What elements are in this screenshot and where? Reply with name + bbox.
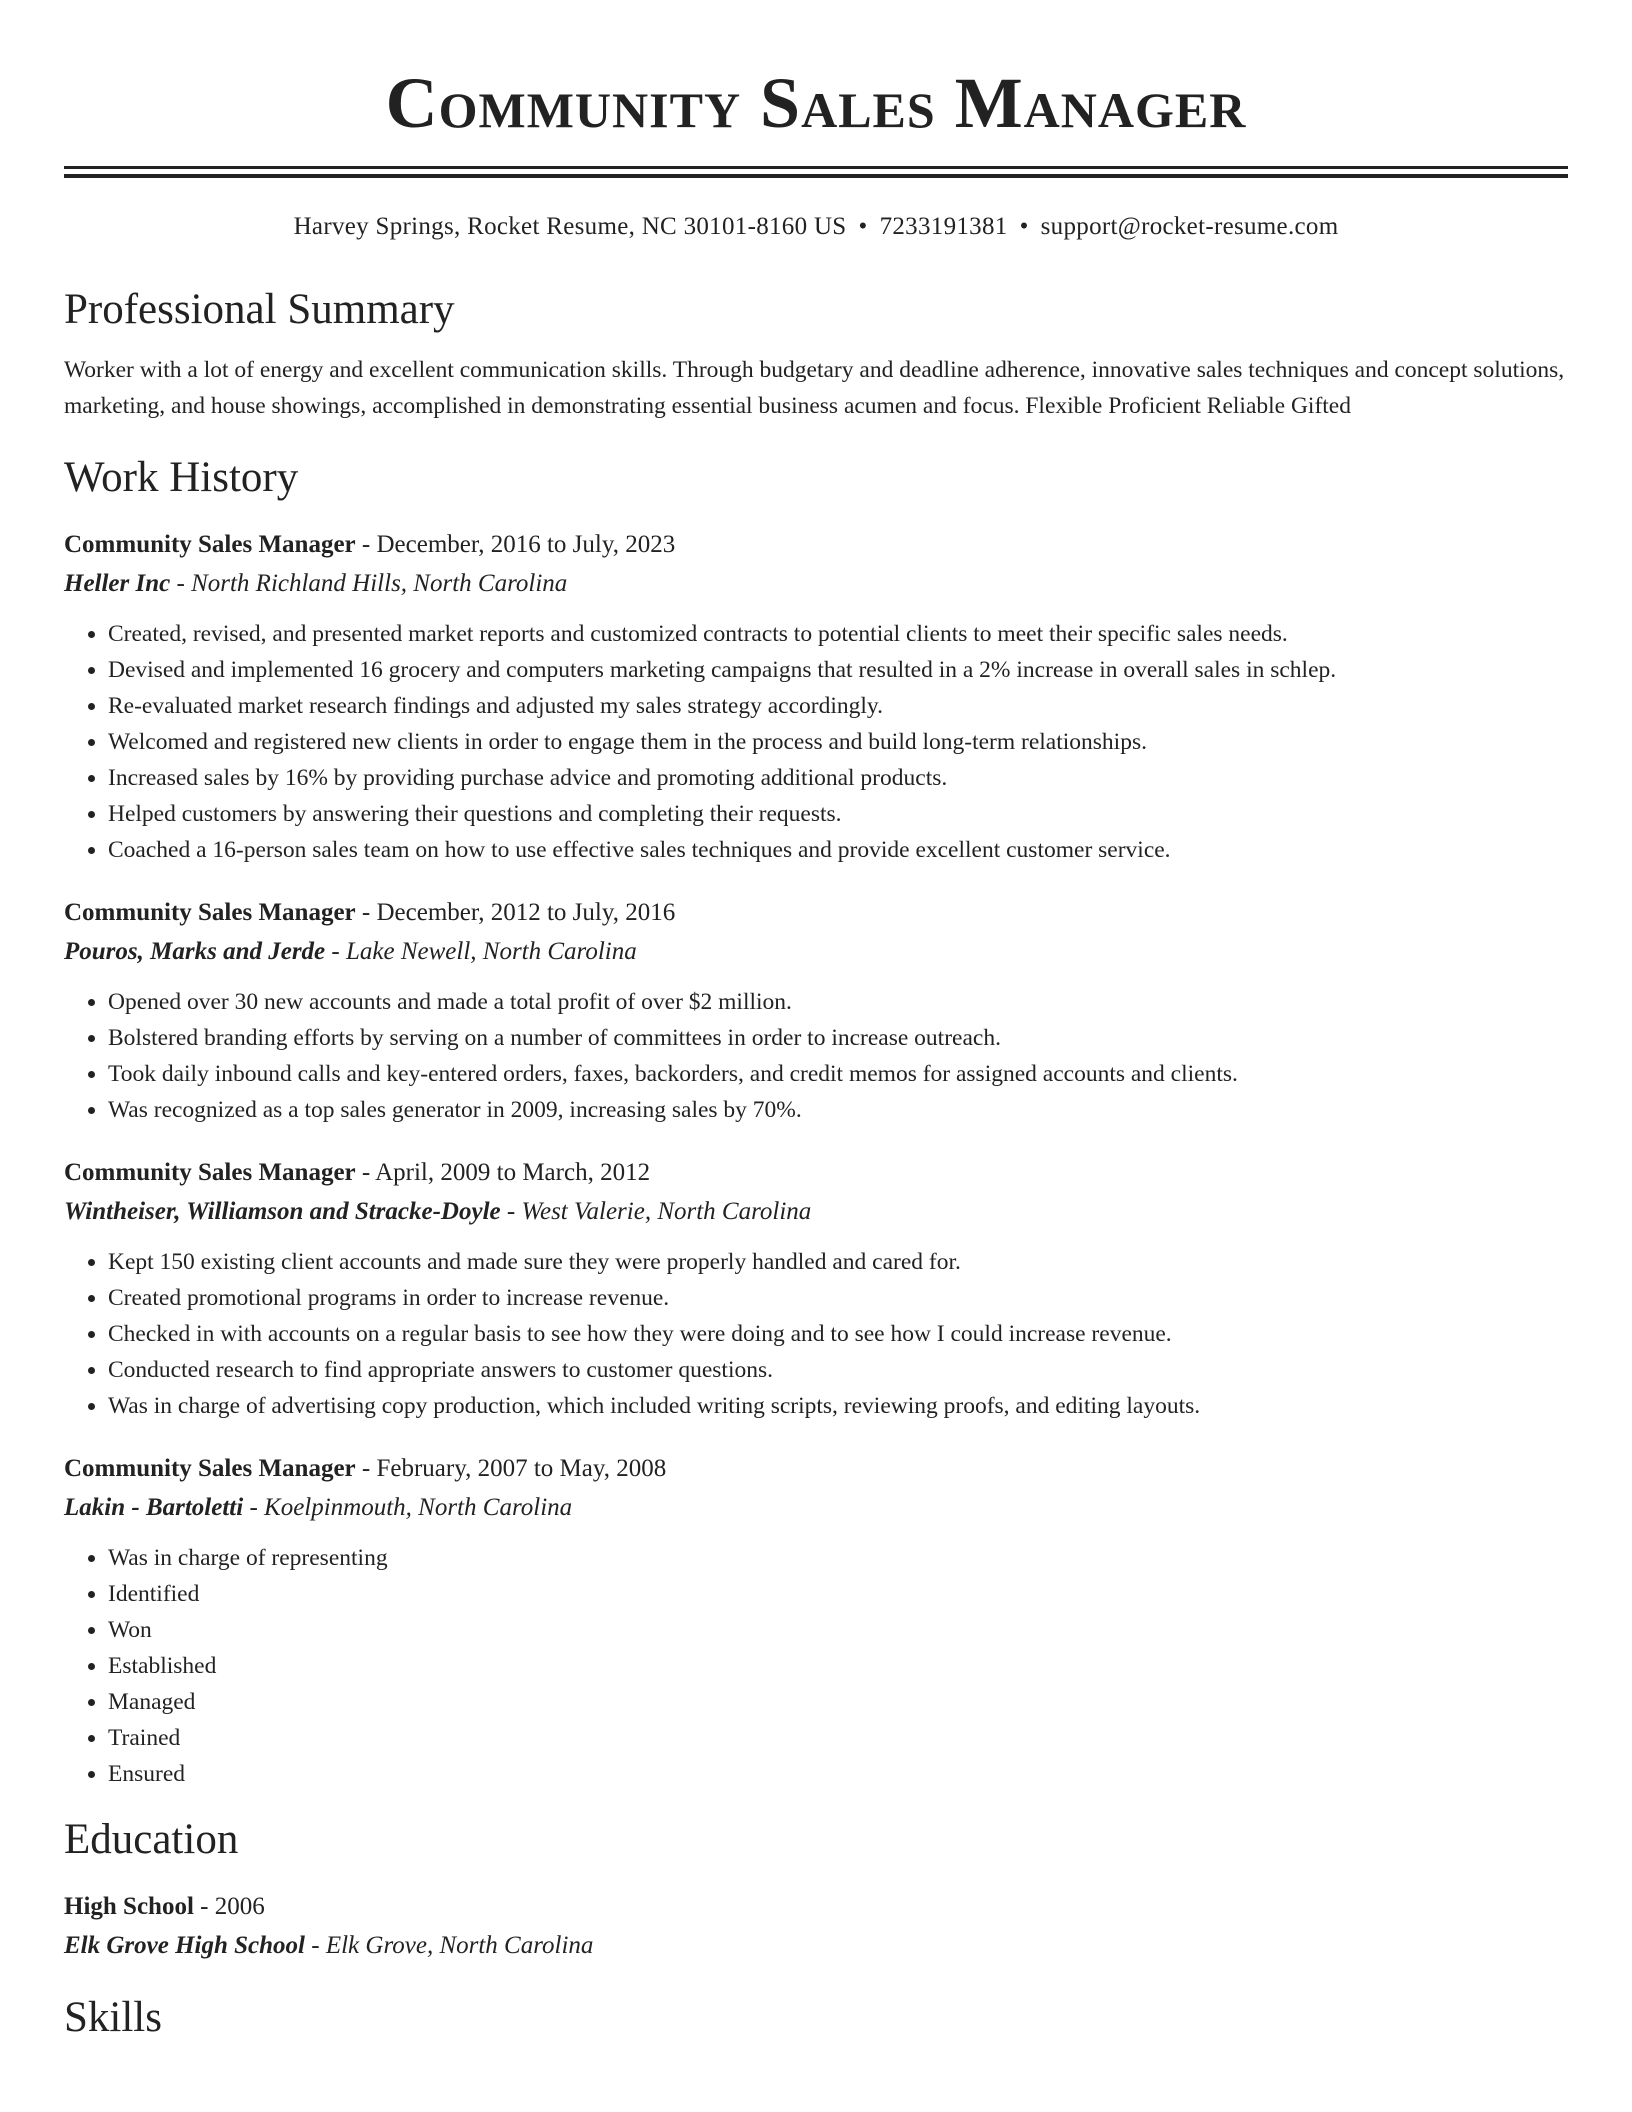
company-location: Koelpinmouth, North Carolina: [264, 1494, 573, 1521]
degree-line: [64, 1888, 1568, 1926]
contact-phone: 7233191381: [879, 213, 1008, 240]
job-entry: [64, 894, 1568, 1128]
company-name: Lakin - Bartoletti: [64, 1494, 244, 1521]
company-dash: -: [500, 1198, 522, 1225]
skills-heading: Skills: [64, 1994, 162, 2041]
degree: High School: [64, 1893, 194, 1920]
job-title: Community Sales Manager: [64, 899, 356, 926]
job-dash: -: [355, 899, 377, 926]
company-location: North Richland Hills, North Carolina: [191, 570, 568, 597]
job-bullet: • Created promotional programs in order to increase revenue.: [108, 1280, 1568, 1316]
job-bullet: • Was in charge of advertising copy production, which included writing scripts, reviewing proofs, and editing layouts.: [108, 1388, 1568, 1424]
education-heading: Education: [64, 1816, 239, 1863]
job-bullet: • Coached a 16-person sales team on how to use effective sales techniques and provide excellent customer service.: [108, 832, 1568, 868]
job-title-line: [64, 526, 1568, 564]
company-line: [64, 1192, 1568, 1232]
job-bullets: [64, 1244, 1568, 1424]
job-bullet: • Devised and implemented 16 grocery and computers marketing campaigns that resulted in a 2% increase in overall sales in schlep.: [108, 652, 1568, 688]
job-bullet: • Re-evaluated market research findings and adjusted my sales strategy accordingly.: [108, 688, 1568, 724]
school-location: Elk Grove, North Carolina: [325, 1932, 594, 1959]
job-bullet: • Was in charge of representing: [108, 1540, 1568, 1576]
school-line: [64, 1926, 1568, 1966]
job-bullets: [64, 1540, 1568, 1792]
contact-address: Harvey Springs, Rocket Resume, NC 30101-8160 US: [293, 213, 847, 240]
job-bullet: • Identified: [108, 1576, 1568, 1612]
job-bullet: • Managed: [108, 1684, 1568, 1720]
contact-separator: •: [1019, 213, 1029, 240]
job-bullet: • Won: [108, 1612, 1568, 1648]
contact-separator: •: [858, 213, 868, 240]
job-bullet: • Welcomed and registered new clients in order to engage them in the process and build long-term relationships.: [108, 724, 1568, 760]
contact-line: [64, 210, 1568, 244]
job-dates: April, 2009 to March, 2012: [375, 1159, 651, 1186]
contact-email: support@rocket-resume.com: [1040, 213, 1339, 240]
degree-dash: -: [193, 1893, 215, 1920]
company-name: Pouros, Marks and Jerde: [64, 938, 326, 965]
company-dash: -: [325, 938, 346, 965]
job-bullet: • Trained: [108, 1720, 1568, 1756]
job-title-line: [64, 1450, 1568, 1488]
job-dash: -: [355, 531, 377, 558]
job-dates: December, 2016 to July, 2023: [376, 531, 676, 558]
education-entry: [64, 1888, 1568, 1966]
company-name: Wintheiser, Williamson and Stracke-Doyle: [64, 1198, 501, 1225]
job-bullet: • Created, revised, and presented market reports and customized contracts to potential clients to meet their specific sales needs.: [108, 616, 1568, 652]
company-line: [64, 1488, 1568, 1528]
job-dash: -: [355, 1159, 376, 1186]
company-line: [64, 932, 1568, 972]
title-double-rule: [64, 166, 1568, 178]
job-bullet: • Increased sales by 16% by providing purchase advice and promoting additional products.: [108, 760, 1568, 796]
job-entry: [64, 1450, 1568, 1792]
job-title-line: [64, 1154, 1568, 1192]
job-dates: December, 2012 to July, 2016: [376, 899, 676, 926]
job-entry: [64, 1154, 1568, 1424]
job-bullets: [64, 616, 1568, 868]
company-name: Heller Inc: [64, 570, 171, 597]
degree-year: 2006: [214, 1893, 265, 1920]
job-bullets: [64, 984, 1568, 1128]
company-dash: -: [243, 1494, 265, 1521]
company-location: West Valerie, North Carolina: [521, 1198, 812, 1225]
company-dash: -: [170, 570, 192, 597]
school-name: Elk Grove High School: [64, 1932, 305, 1959]
company-line: [64, 564, 1568, 604]
job-bullet: • Established: [108, 1648, 1568, 1684]
job-bullet: • Checked in with accounts on a regular basis to see how they were doing and to see how I could increase revenue.: [108, 1316, 1568, 1352]
work-history-heading: Work History: [64, 454, 299, 501]
job-bullet: • Ensured: [108, 1756, 1568, 1792]
job-bullet: • Opened over 30 new accounts and made a total profit of over $2 million.: [108, 984, 1568, 1020]
resume-title: Community Sales Manager: [385, 63, 1247, 143]
job-entry: [64, 526, 1568, 868]
job-title: Community Sales Manager: [64, 531, 356, 558]
job-bullet: • Took daily inbound calls and key-entered orders, faxes, backorders, and credit memos for assigned accounts and clients.: [108, 1056, 1568, 1092]
summary-heading: Professional Summary: [64, 286, 455, 333]
job-dash: -: [355, 1455, 377, 1482]
job-bullet: • Helped customers by answering their questions and completing their requests.: [108, 796, 1568, 832]
job-dates: February, 2007 to May, 2008: [376, 1455, 667, 1482]
summary-text: Worker with a lot of energy and excellent communication skills. Through budgetary and deadline adherence, innovative sales techniques and concept solutions, marketing, and house showings, accomplished in demonstrating essential business acumen and focus. Flexible Proficient Reliable Gifted: [64, 357, 1565, 419]
job-bullet: • Was recognized as a top sales generator in 2009, increasing sales by 70%.: [108, 1092, 1568, 1128]
job-title-line: [64, 894, 1568, 932]
school-dash: -: [305, 1932, 326, 1959]
job-title: Community Sales Manager: [64, 1159, 356, 1186]
job-bullet: • Conducted research to find appropriate answers to customer questions.: [108, 1352, 1568, 1388]
job-bullet: • Bolstered branding efforts by serving on a number of committees in order to increase outreach.: [108, 1020, 1568, 1056]
company-location: Lake Newell, North Carolina: [345, 938, 637, 965]
job-title: Community Sales Manager: [64, 1455, 356, 1482]
job-bullet: • Kept 150 existing client accounts and made sure they were properly handled and cared for.: [108, 1244, 1568, 1280]
